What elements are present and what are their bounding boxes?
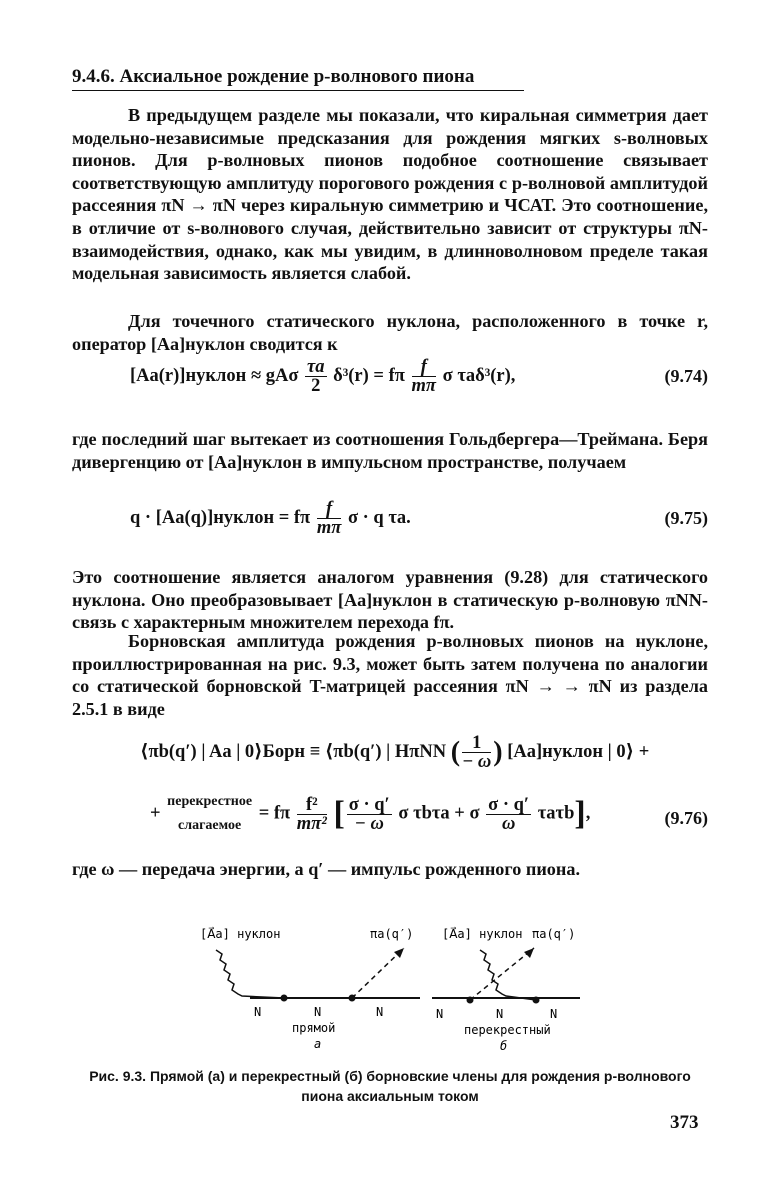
equation-number-9-75: (9.75) [664,508,708,528]
eq3-frac-num: 1 [462,734,491,753]
crossed-letter: б [500,1039,508,1053]
section-title: 9.4.6. Аксиальное рождение р-волнового пиона [72,66,524,91]
direct-letter: а [314,1037,322,1051]
eq4-term-bottom: слагаемое [178,818,242,833]
eq4-b1-den: − ω [354,813,384,834]
direct-n3: N [376,1005,384,1019]
eq4-b1-num: σ · q′ [348,794,390,815]
eq1-frac-num: τa [307,357,325,377]
eq4-eq: = fπ [258,803,291,824]
direct-pion-label: πa(q′) [370,927,414,941]
feynman-diagrams [180,918,600,1058]
eq3-lhs: ⟨πb(q′) | Aa | 0⟩Борн ≡ ⟨πb(q′) | HπNN [140,741,447,762]
crossed-n1: N [436,1007,444,1021]
eq4-b2-num: σ · q′ [488,794,530,815]
equation-9-74 [120,358,708,398]
paragraph-2 [72,310,708,355]
crossed-vertex-1 [467,997,474,1004]
crossed-vertex-2 [533,997,540,1004]
eq2-fraction [317,500,342,537]
eq4-frac-den: mπ² [296,813,327,834]
eq4-bracket-frac-1 [347,796,392,833]
paragraph-5-text: Борновская амплитуда рождения р-волновых пионов на нуклоне, проиллюстрированная на рис. 9.3, может быть затем получена по аналогии со статической борновской T-матрицей рассеяния πN → → πN из раздела 2.5.1 в виде [72,631,708,719]
paragraph-4: Это соотношение является аналогом уравнения (9.28) для статического нуклона. Оно преобразовывает [Aa]нуклон в статическую р-волновую πNN-связь с характерным множителем перехода fπ. [72,567,708,633]
eq4-term [167,790,252,838]
direct-axial-wavy-line [216,950,284,998]
eq3-rhs: [Aa]нуклон | 0⟩ + [507,741,650,762]
diagram-direct [200,926,420,1051]
eq3-lparen: ( [450,736,461,768]
eq3-frac-den: − ω [462,752,492,772]
eq4-mid: σ τbτa + σ [398,803,480,824]
page-number: 373 [670,1112,699,1133]
direct-axial-label: [A⃗a] нуклон [200,927,281,941]
eq4-lbracket: [ [333,795,345,832]
eq4-tail: τaτb [537,803,575,824]
eq2-lhs: q · [Aa(q)]нуклон = fπ [130,507,311,528]
direct-n2: N [314,1005,322,1019]
direct-n1: N [254,1005,262,1019]
eq4-fraction [297,796,327,833]
eq4-plus: + [150,803,161,824]
eq4-b2-den: ω [501,813,516,834]
direct-vertex-2 [349,995,356,1002]
crossed-n2: N [496,1007,504,1021]
eq1-frac2-num: f [412,358,437,377]
eq2-frac-num: f [317,500,342,519]
eq4-frac-num: f² [297,796,327,815]
crossed-axial-label: [A⃗a] нуклон [442,927,523,941]
equation-number-9-74: (9.74) [664,366,708,386]
eq3-rparen: ) [493,736,503,768]
paragraph-6: где ω — передача энергии, а q′ — импульс рожденного пиона. [72,859,581,879]
paragraph-1-text: В предыдущем разделе мы показали, что киральная симметрия дает модельно-независимые предсказания для рождения мягких s-волновых пионов. Для р-волновых пионов подобное соотношение связывает соответствующую амплитуду порогового рождения с р-волновой амплитудой рассеяния πN → πN через киральную симметрию и ЧСАТ. Это соотношение, в отличие от s-волнового случая, действительно зависит от структуры πN-взаимодействия, однако, как мы увидим, в длинноволновом пределе такая модельная зависимость является слабой. [72,105,708,284]
crossed-pion-arrow [524,948,534,958]
direct-caption-word: прямой [292,1021,336,1035]
eq1-fraction-2 [412,358,437,395]
crossed-axial-wavy-line [480,950,536,1000]
eq3-fraction [462,734,491,771]
paragraph-5 [72,630,708,720]
equation-9-75 [120,500,708,540]
crossed-pion-line [470,948,534,1000]
direct-vertex-1 [281,995,288,1002]
eq4-term-top: перекрестное [167,794,253,809]
eq1-frac2-den: mπ [411,376,437,396]
equation-9-76-line-2: + перекрестное слагаемое = fπ $\frac{\text{f²}}{\text{mπ²}}$ [ $\frac{\sigma \cdot q'}{- \omega}$ σ τbτa + σ $\frac{\sigma \cdot q'}{\omega}$ τaτb], (9.76) [110,784,708,854]
eq4-rbracket: ] [574,795,586,832]
paragraph-3: где последний шаг вытекает из соотношения Гольдбергера—Треймана. Беря дивергенцию от [Aa]нуклон в импульсном пространстве, получаем [72,429,708,472]
eq4-bracket-frac-2 [486,796,531,833]
diagram-crossed [432,926,580,1053]
crossed-n3: N [550,1007,558,1021]
direct-pion-arrow [394,948,404,958]
eq1-lhs: [Aa(r)]нуклон ≈ gAσ [130,365,299,386]
figure-caption: Рис. 9.3. Прямой (а) и перекрестный (б) борновские члены для рождения р-волнового пиона аксиальным током [89,1068,691,1104]
eq1-frac-den: 2 [311,376,321,396]
eq2-frac-den: mπ [316,518,342,538]
eq1-fraction [305,358,326,395]
paragraph-1 [72,104,708,285]
eq1-mid: δ³(r) = fπ [333,365,405,386]
crossed-caption-word: перекрестный [464,1023,551,1037]
equation-number-9-76: (9.76) [664,808,708,828]
direct-pion-line [352,948,404,998]
eq2-rhs: σ · q τa. [347,507,411,528]
paragraph-2-text: Для точечного статического нуклона, расположенного в точке r, оператор [Aa]нуклон сводится к [72,311,708,354]
crossed-pion-label: πa(q′) [532,927,576,941]
equation-9-76-line-1 [110,734,708,774]
eq1-rhs: σ τaδ³(r), [442,365,516,386]
